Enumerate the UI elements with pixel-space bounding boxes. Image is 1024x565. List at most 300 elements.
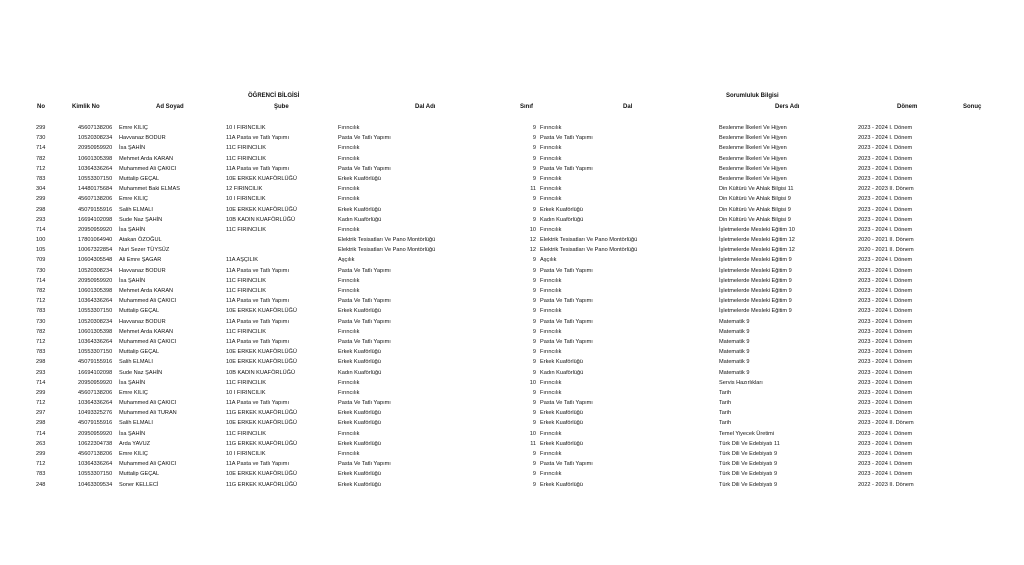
cell-no: 714 xyxy=(36,430,46,437)
cell-sube: 11C FIRINCILIK xyxy=(226,145,266,152)
cell-no: 297 xyxy=(36,410,46,417)
header-sinif: Sınıf xyxy=(520,104,533,110)
cell-ad: Muttalip GEÇAL xyxy=(119,308,160,315)
cell-ders: Matematik 9 xyxy=(719,369,750,376)
header-donem: Dönem xyxy=(897,104,918,110)
cell-kimlik: 10493325276 xyxy=(78,410,113,417)
cell-sinif: 9 xyxy=(532,359,536,366)
cell-dal-adi: Kadın Kuaförlüğü xyxy=(338,216,382,223)
table-row xyxy=(0,133,1024,143)
cell-no: 712 xyxy=(36,338,46,345)
cell-ders: Tarih xyxy=(719,389,732,396)
cell-sinif: 9 xyxy=(532,216,536,223)
cell-no: 714 xyxy=(36,379,46,386)
cell-dal: Pasta Ve Tatlı Yapımı xyxy=(540,135,593,142)
cell-ders: Matematik 9 xyxy=(719,349,750,356)
cell-sube: 10 I FIRINCILIK xyxy=(226,451,266,457)
cell-dal-adi: Erkek Kuaförlüğü xyxy=(338,481,381,488)
cell-no: 304 xyxy=(36,186,46,193)
table-row xyxy=(0,398,1024,408)
cell-dal: Fırıncılık xyxy=(540,196,562,203)
group-header-sorumluluk: Sorumluluk Bilgisi xyxy=(726,93,779,99)
cell-donem: 2023 - 2024 I. Dönem xyxy=(858,298,913,305)
table-row xyxy=(0,306,1024,316)
cell-dal: Kadın Kuaförlüğü xyxy=(540,369,584,376)
cell-dal-adi: Fırıncılık xyxy=(338,451,360,457)
header-sube: Şube xyxy=(274,104,289,110)
cell-dal-adi: Pasta Ve Tatlı Yapımı xyxy=(338,338,391,345)
cell-dal-adi: Erkek Kuaförlüğü xyxy=(338,410,381,417)
cell-dal: Fırıncılık xyxy=(540,328,562,335)
cell-sinif: 9 xyxy=(532,410,536,417)
table-row xyxy=(0,276,1024,286)
cell-donem: 2023 - 2024 I. Dönem xyxy=(858,288,913,294)
cell-dal: Pasta Ve Tatlı Yapımı xyxy=(540,267,593,274)
cell-ad: Havvanaz BODUR xyxy=(119,267,166,274)
cell-ders: İşletmelerde Mesleki Eğitim 9 xyxy=(719,277,792,284)
cell-no: 299 xyxy=(36,196,46,203)
cell-ders: Matematik 9 xyxy=(719,318,750,325)
cell-ad: İsa ŞAHİN xyxy=(119,277,146,284)
cell-donem: 2023 - 2024 I. Dönem xyxy=(858,206,913,213)
cell-ad: Emre KILIÇ xyxy=(119,389,148,396)
cell-ad: Nuri Sezer TÜYSÜZ xyxy=(119,247,170,254)
cell-kimlik: 10520308234 xyxy=(78,135,113,142)
cell-dal-adi: Erkek Kuaförlüğü xyxy=(338,471,381,478)
cell-ad: Muhammed Ali TURAN xyxy=(119,410,177,417)
cell-sube: 10B KADIN KUAFÖRLÜĞÜ xyxy=(226,216,296,223)
table-row xyxy=(0,154,1024,164)
cell-no: 783 xyxy=(36,471,46,478)
cell-ad: Havvanaz BODUR xyxy=(119,135,166,142)
table-row xyxy=(0,205,1024,215)
cell-no: 714 xyxy=(36,145,46,152)
cell-ders: Tarih xyxy=(719,420,732,427)
cell-dal: Fırıncılık xyxy=(540,430,562,437)
cell-sinif: 10 xyxy=(529,379,536,386)
cell-sube: 10 I FIRINCILIK xyxy=(226,196,266,203)
cell-dal: Erkek Kuaförlüğü xyxy=(540,440,583,447)
table-row xyxy=(0,174,1024,184)
cell-kimlik: 20950959920 xyxy=(78,277,113,284)
cell-ders: Servis Hazırlıkları xyxy=(719,379,763,386)
cell-ad: İsa ŞAHİN xyxy=(119,430,146,437)
group-header-ogrenci: ÖĞRENCİ BİLGİSİ xyxy=(248,93,300,99)
cell-kimlik: 20950959920 xyxy=(78,430,113,437)
cell-dal-adi: Pasta Ve Tatlı Yapımı xyxy=(338,461,391,468)
cell-dal: Fırıncılık xyxy=(540,125,562,131)
cell-ders: Din Kültürü Ve Ahlak Bilgisi 9 xyxy=(719,206,791,213)
cell-no: 730 xyxy=(36,318,46,325)
cell-kimlik: 20950959920 xyxy=(78,226,113,233)
cell-no: 730 xyxy=(36,267,46,274)
cell-sube: 10E ERKEK KUAFÖRLÜĞÜ xyxy=(226,349,297,356)
cell-ad: Muhammed Ali ÇAKICI xyxy=(119,461,177,468)
cell-ad: Salih ELMALI xyxy=(119,206,153,213)
cell-dal-adi: Elektrik Tesisatları Ve Pano Montörlüğü xyxy=(338,237,436,244)
cell-sube: 11A Pasta ve Tatlı Yapımı xyxy=(226,267,290,274)
table-row xyxy=(0,245,1024,255)
cell-sinif: 9 xyxy=(532,349,536,356)
cell-ad: Muhammed Ali ÇAKICI xyxy=(119,298,177,305)
cell-sube: 10E ERKEK KUAFÖRLÜĞÜ xyxy=(226,308,297,315)
cell-donem: 2023 - 2024 I. Dönem xyxy=(858,155,913,162)
table-row xyxy=(0,439,1024,449)
cell-dal: Pasta Ve Tatlı Yapımı xyxy=(540,461,593,468)
cell-dal: Fırıncılık xyxy=(540,186,562,193)
cell-donem: 2023 - 2024 I. Dönem xyxy=(858,196,913,203)
cell-kimlik: 10553307150 xyxy=(78,175,113,182)
cell-ders: Türk Dili Ve Edebiyatı 9 xyxy=(719,481,778,488)
cell-dal: Pasta Ve Tatlı Yapımı xyxy=(540,318,593,325)
cell-donem: 2023 - 2024 I. Dönem xyxy=(858,338,913,345)
cell-donem: 2023 - 2024 I. Dönem xyxy=(858,308,913,315)
cell-dal-adi: Elektrik Tesisatları Ve Pano Montörlüğü xyxy=(338,247,436,254)
cell-sinif: 9 xyxy=(532,420,536,427)
cell-sinif: 9 xyxy=(532,451,536,457)
cell-ad: Mehmet Arda KARAN xyxy=(119,328,174,335)
cell-dal: Fırıncılık xyxy=(540,155,562,162)
table-row xyxy=(0,429,1024,439)
cell-ders: Tarih xyxy=(719,400,732,407)
cell-kimlik: 20950959920 xyxy=(78,379,113,386)
cell-kimlik: 10364336264 xyxy=(78,165,113,172)
cell-kimlik: 10601305398 xyxy=(78,288,113,294)
cell-kimlik: 10364336264 xyxy=(78,338,113,345)
cell-no: 298 xyxy=(36,359,46,366)
cell-no: 712 xyxy=(36,165,46,172)
cell-dal: Fırıncılık xyxy=(540,451,562,457)
cell-ders: Tarih xyxy=(719,410,732,417)
cell-dal: Erkek Kuaförlüğü xyxy=(540,481,583,488)
cell-sinif: 9 xyxy=(532,125,536,131)
cell-dal: Pasta Ve Tatlı Yapımı xyxy=(540,338,593,345)
table-row xyxy=(0,194,1024,204)
cell-no: 299 xyxy=(36,389,46,396)
cell-dal: Kadın Kuaförlüğü xyxy=(540,216,584,223)
cell-no: 714 xyxy=(36,277,46,284)
cell-kimlik: 45607138206 xyxy=(78,389,113,396)
cell-dal-adi: Fırıncılık xyxy=(338,226,360,233)
cell-donem: 2023 - 2024 I. Dönem xyxy=(858,125,913,131)
header-dal-adi: Dal Adı xyxy=(415,104,436,110)
table-row xyxy=(0,480,1024,490)
cell-donem: 2023 - 2024 I. Dönem xyxy=(858,389,913,396)
cell-donem: 2023 - 2024 I. Dönem xyxy=(858,430,913,437)
cell-sinif: 9 xyxy=(532,298,536,305)
cell-sinif: 9 xyxy=(532,267,536,274)
cell-dal-adi: Fırıncılık xyxy=(338,379,360,386)
cell-kimlik: 10364336264 xyxy=(78,400,113,407)
cell-ders: İşletmelerde Mesleki Eğitim 12 xyxy=(719,247,795,254)
cell-no: 712 xyxy=(36,400,46,407)
cell-no: 709 xyxy=(36,257,46,264)
cell-sube: 11G ERKEK KUAFÖRLÜĞÜ xyxy=(226,481,298,488)
cell-ders: Beslenme İlkeleri Ve Hijyen xyxy=(719,135,787,142)
cell-ders: Matematik 9 xyxy=(719,359,750,366)
cell-dal-adi: Fırıncılık xyxy=(338,125,360,131)
cell-sinif: 9 xyxy=(532,328,536,335)
cell-ad: Arda YAVUZ xyxy=(119,440,151,447)
cell-ad: İsa ŞAHİN xyxy=(119,145,146,152)
cell-no: 299 xyxy=(36,451,46,457)
cell-sube: 12 FIRINCILIK xyxy=(226,186,263,193)
cell-no: 783 xyxy=(36,308,46,315)
cell-ad: Emre KILIÇ xyxy=(119,451,148,457)
table-row xyxy=(0,123,1024,133)
cell-sinif: 9 xyxy=(532,155,536,162)
cell-dal: Aşçılık xyxy=(540,257,557,264)
cell-dal: Fırıncılık xyxy=(540,145,562,152)
cell-donem: 2023 - 2024 I. Dönem xyxy=(858,440,913,447)
cell-kimlik: 45607138206 xyxy=(78,451,113,457)
cell-ad: Sude Naz ŞAHİN xyxy=(119,216,163,223)
cell-ad: Mehmet Arda KARAN xyxy=(119,155,174,162)
cell-dal-adi: Fırıncılık xyxy=(338,145,360,152)
cell-kimlik: 20950959920 xyxy=(78,145,113,152)
cell-dal-adi: Erkek Kuaförlüğü xyxy=(338,359,381,366)
cell-kimlik: 45079155916 xyxy=(78,359,113,366)
cell-donem: 2023 - 2024 II. Dönem xyxy=(858,420,914,427)
table-row xyxy=(0,215,1024,225)
cell-dal: Fırıncılık xyxy=(540,308,562,315)
cell-sinif: 9 xyxy=(532,175,536,182)
cell-donem: 2023 - 2024 I. Dönem xyxy=(858,165,913,172)
cell-dal-adi: Fırıncılık xyxy=(338,288,360,294)
cell-dal: Fırıncılık xyxy=(540,349,562,356)
cell-ders: Beslenme İlkeleri Ve Hijyen xyxy=(719,125,787,131)
table-row xyxy=(0,347,1024,357)
cell-dal-adi: Aşçılık xyxy=(338,257,355,264)
cell-dal: Fırıncılık xyxy=(540,288,562,294)
cell-dal: Fırıncılık xyxy=(540,379,562,386)
cell-no: 100 xyxy=(36,237,46,244)
cell-dal: Erkek Kuaförlüğü xyxy=(540,359,583,366)
cell-sube: 11A Pasta ve Tatlı Yapımı xyxy=(226,461,290,468)
table-row xyxy=(0,266,1024,276)
cell-sube: 11C FIRINCILIK xyxy=(226,328,266,335)
cell-dal: Fırıncılık xyxy=(540,277,562,284)
cell-ders: Matematik 9 xyxy=(719,328,750,335)
table-row xyxy=(0,327,1024,337)
cell-donem: 2023 - 2024 I. Dönem xyxy=(858,400,913,407)
cell-no: 299 xyxy=(36,125,46,131)
cell-sube: 11A AŞÇILIK xyxy=(226,257,258,264)
table-body xyxy=(0,123,1024,490)
cell-no: 293 xyxy=(36,369,46,376)
cell-ders: Din Kültürü Ve Ahlak Bilgisi 11 xyxy=(719,186,794,193)
cell-donem: 2023 - 2024 I. Dönem xyxy=(858,145,913,152)
cell-dal: Erkek Kuaförlüğü xyxy=(540,410,583,417)
cell-sube: 10 I FIRINCILIK xyxy=(226,125,266,131)
cell-sinif: 9 xyxy=(532,308,536,315)
cell-donem: 2023 - 2024 I. Dönem xyxy=(858,451,913,457)
cell-ad: Muttalip GEÇAL xyxy=(119,349,160,356)
cell-ders: İşletmelerde Mesleki Eğitim 9 xyxy=(719,288,792,294)
table-row xyxy=(0,357,1024,367)
cell-donem: 2023 - 2024 I. Dönem xyxy=(858,359,913,366)
cell-kimlik: 10601305398 xyxy=(78,328,113,335)
cell-sinif: 9 xyxy=(532,471,536,478)
cell-sube: 11A Pasta ve Tatlı Yapımı xyxy=(226,298,290,305)
cell-dal-adi: Fırıncılık xyxy=(338,196,360,203)
header-ad-soyad: Ad Soyad xyxy=(156,104,184,110)
cell-no: 105 xyxy=(36,247,46,254)
cell-donem: 2023 - 2024 I. Dönem xyxy=(858,379,913,386)
table-row xyxy=(0,225,1024,235)
cell-dal: Erkek Kuaförlüğü xyxy=(540,420,583,427)
cell-sinif: 9 xyxy=(532,389,536,396)
cell-dal: Fırıncılık xyxy=(540,226,562,233)
table-row xyxy=(0,469,1024,479)
cell-sinif: 9 xyxy=(532,257,536,264)
cell-dal-adi: Fırıncılık xyxy=(338,155,360,162)
cell-kimlik: 45079155916 xyxy=(78,206,113,213)
cell-ad: Emre KILIÇ xyxy=(119,196,148,203)
table-row xyxy=(0,337,1024,347)
cell-sube: 11A Pasta ve Tatlı Yapımı xyxy=(226,135,290,142)
cell-dal-adi: Pasta Ve Tatlı Yapımı xyxy=(338,267,391,274)
cell-ad: Muttalip GEÇAL xyxy=(119,175,160,182)
cell-sube: 10B KADIN KUAFÖRLÜĞÜ xyxy=(226,369,296,376)
cell-ders: İşletmelerde Mesleki Eğitim 9 xyxy=(719,267,792,274)
cell-dal: Elektrik Tesisatları Ve Pano Montörlüğü xyxy=(540,237,638,244)
cell-sube: 10E ERKEK KUAFÖRLÜĞÜ xyxy=(226,359,297,366)
cell-sinif: 9 xyxy=(532,145,536,152)
cell-ad: Muhammed Ali ÇAKICI xyxy=(119,165,177,172)
cell-donem: 2023 - 2024 I. Dönem xyxy=(858,216,913,223)
cell-no: 298 xyxy=(36,420,46,427)
header-dal: Dal xyxy=(623,104,633,110)
cell-ad: Salih ELMALI xyxy=(119,359,153,366)
cell-sinif: 9 xyxy=(532,135,536,142)
cell-sinif: 11 xyxy=(530,186,536,193)
cell-sube: 11A Pasta ve Tatlı Yapımı xyxy=(226,318,290,325)
cell-donem: 2023 - 2024 I. Dönem xyxy=(858,267,913,274)
table-row xyxy=(0,378,1024,388)
cell-sube: 10E ERKEK KUAFÖRLÜĞÜ xyxy=(226,206,297,213)
cell-ad: İsa ŞAHİN xyxy=(119,379,146,386)
cell-ders: Türk Dili Ve Edebiyatı 9 xyxy=(719,471,778,478)
cell-ad: İsa ŞAHİN xyxy=(119,226,146,233)
cell-dal-adi: Fırıncılık xyxy=(338,328,360,335)
cell-donem: 2020 - 2021 II. Dönem xyxy=(858,247,914,254)
cell-dal-adi: Kadın Kuaförlüğü xyxy=(338,369,382,376)
table-row xyxy=(0,296,1024,306)
cell-ders: Türk Dili Ve Edebiyatı 11 xyxy=(719,440,780,447)
cell-sube: 11A Pasta ve Tatlı Yapımı xyxy=(226,165,290,172)
cell-ders: Beslenme İlkeleri Ve Hijyen xyxy=(719,165,787,172)
cell-dal-adi: Erkek Kuaförlüğü xyxy=(338,420,381,427)
cell-kimlik: 16694102098 xyxy=(78,369,113,376)
cell-dal-adi: Pasta Ve Tatlı Yapımı xyxy=(338,400,391,407)
cell-sube: 11C FIRINCILIK xyxy=(226,155,266,162)
cell-sinif: 9 xyxy=(532,206,536,213)
cell-ad: Ali Emre ŞAGAR xyxy=(119,257,162,264)
cell-kimlik: 10553307150 xyxy=(78,349,113,356)
cell-donem: 2022 - 2023 II. Dönem xyxy=(858,481,914,488)
cell-ad: Atakan ÖZOĞUL xyxy=(119,237,162,244)
cell-sinif: 9 xyxy=(532,400,536,407)
cell-no: 248 xyxy=(36,481,46,488)
cell-ders: Din Kültürü Ve Ahlak Bilgisi 9 xyxy=(719,216,791,223)
table-row xyxy=(0,459,1024,469)
cell-ders: İşletmelerde Mesleki Eğitim 9 xyxy=(719,257,792,264)
cell-sube: 11C FIRINCILIK xyxy=(226,277,266,284)
cell-donem: 2023 - 2024 I. Dönem xyxy=(858,226,913,233)
cell-dal: Fırıncılık xyxy=(540,389,562,396)
cell-sube: 11C FIRINCILIK xyxy=(226,430,266,437)
table-row xyxy=(0,368,1024,378)
cell-sinif: 10 xyxy=(529,430,536,437)
cell-dal: Elektrik Tesisatları Ve Pano Montörlüğü xyxy=(540,247,638,254)
table-row xyxy=(0,184,1024,194)
cell-kimlik: 45607138206 xyxy=(78,196,113,203)
cell-ad: Sude Naz ŞAHİN xyxy=(119,369,163,376)
cell-sinif: 12 xyxy=(529,237,536,244)
cell-kimlik: 10364336264 xyxy=(78,461,113,468)
cell-kimlik: 10604305548 xyxy=(78,257,113,264)
cell-kimlik: 16694102098 xyxy=(78,216,113,223)
table-row xyxy=(0,449,1024,459)
cell-dal: Pasta Ve Tatlı Yapımı xyxy=(540,298,593,305)
cell-dal-adi: Erkek Kuaförlüğü xyxy=(338,175,381,182)
cell-no: 782 xyxy=(36,328,46,335)
cell-sinif: 9 xyxy=(532,461,536,468)
cell-ders: Din Kültürü Ve Ahlak Bilgisi 9 xyxy=(719,196,791,203)
cell-kimlik: 10364336264 xyxy=(78,298,113,305)
cell-donem: 2023 - 2024 I. Dönem xyxy=(858,318,913,325)
cell-sube: 11C FIRINCILIK xyxy=(226,379,266,386)
cell-sube: 11G ERKEK KUAFÖRLÜĞÜ xyxy=(226,410,298,417)
cell-sinif: 10 xyxy=(529,226,536,233)
cell-dal: Erkek Kuaförlüğü xyxy=(540,206,583,213)
cell-ders: Temel Yiyecek Üretimi xyxy=(719,430,775,437)
cell-sinif: 9 xyxy=(532,196,536,203)
cell-donem: 2023 - 2024 I. Dönem xyxy=(858,175,913,182)
cell-sube: 11C FIRINCILIK xyxy=(226,288,266,294)
cell-ad: Soner KELLECİ xyxy=(119,481,159,488)
cell-sube: 11A Pasta ve Tatlı Yapımı xyxy=(226,338,290,345)
cell-no: 293 xyxy=(36,216,46,223)
cell-donem: 2023 - 2024 I. Dönem xyxy=(858,135,913,142)
cell-dal: Pasta Ve Tatlı Yapımı xyxy=(540,400,593,407)
header-sonuc: Sonuç xyxy=(963,104,982,110)
cell-donem: 2023 - 2024 I. Dönem xyxy=(858,461,913,468)
cell-kimlik: 14480175684 xyxy=(78,186,113,193)
header-kimlik-no: Kimlik No xyxy=(72,104,100,110)
cell-kimlik: 10520308234 xyxy=(78,267,113,274)
table-row xyxy=(0,235,1024,245)
cell-dal-adi: Erkek Kuaförlüğü xyxy=(338,206,381,213)
cell-sube: 11C FIRINCILIK xyxy=(226,226,266,233)
cell-no: 712 xyxy=(36,298,46,305)
cell-ders: İşletmelerde Mesleki Eğitim 12 xyxy=(719,237,795,244)
cell-dal-adi: Fırıncılık xyxy=(338,277,360,284)
cell-ders: Matematik 9 xyxy=(719,338,750,345)
cell-ad: Muhammed Ali ÇAKICI xyxy=(119,338,177,345)
cell-donem: 2020 - 2021 II. Dönem xyxy=(858,237,914,244)
cell-no: 782 xyxy=(36,155,46,162)
table-row xyxy=(0,317,1024,327)
cell-sinif: 11 xyxy=(530,440,536,447)
cell-donem: 2023 - 2024 I. Dönem xyxy=(858,328,913,335)
cell-dal-adi: Erkek Kuaförlüğü xyxy=(338,349,381,356)
cell-kimlik: 45079155916 xyxy=(78,420,113,427)
cell-ders: Beslenme İlkeleri Ve Hijyen xyxy=(719,145,787,152)
cell-sinif: 9 xyxy=(532,481,536,488)
cell-kimlik: 45607138206 xyxy=(78,125,113,131)
